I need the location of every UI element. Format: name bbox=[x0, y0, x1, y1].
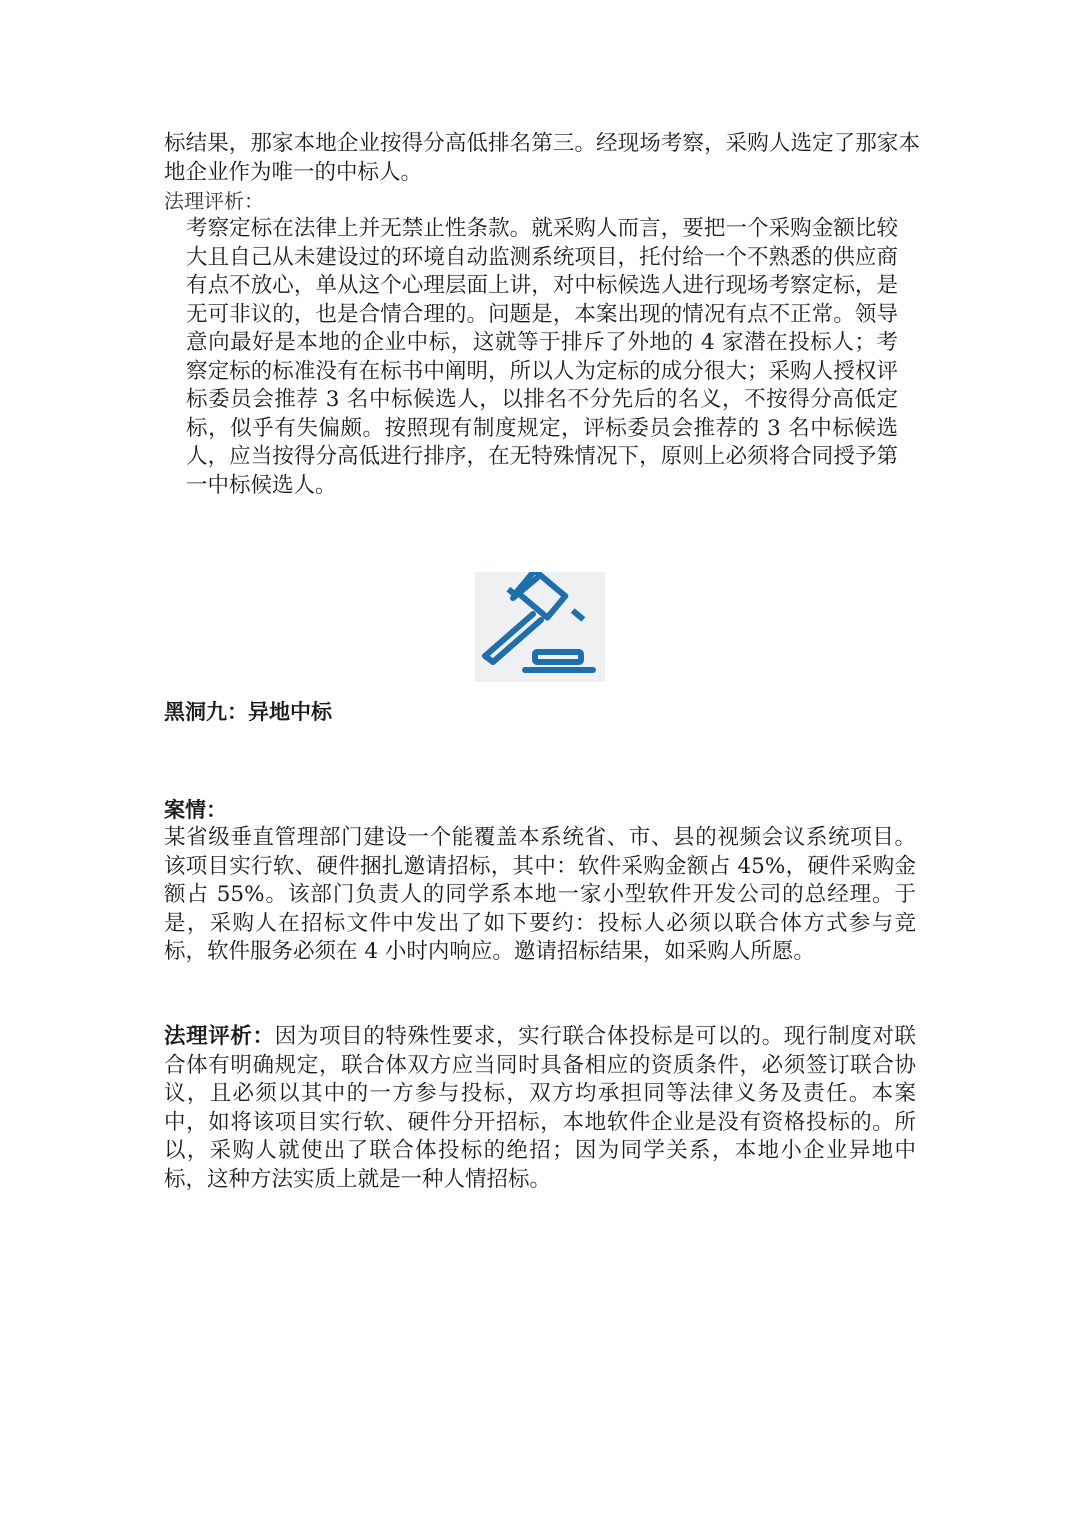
analysis-label-1: 法理评析： bbox=[164, 189, 264, 213]
analysis-paragraph-2 bbox=[164, 1023, 916, 1194]
gavel-icon-svg bbox=[475, 572, 605, 682]
analysis-body-1: 考察定标在法律上并无禁止性条款。就采购人而言，要把一个采购金额比较大且自己从未建设过的环境自动监测系统项目，托付给一个不熟悉的供应商有点不放心，单从这个心理层面上讲，对中标候选人进行现场考察定标，是无可非议的，也是合情合理的。问题是，本案出现的情况有点不正常。领导意向最好是本地的企业中标，这就等于排斥了外地的 4 家潜在投标人；考察定标的标准没有在标书中阐明，所以人为定标的成分很大；采购人授权评标委员会推荐 3 名中标候选人，以排名不分先后的名义，不按得分高低定标，似乎有失偏颇。按照现有制度规定，评标委员会推荐的 3 名中标候选人，应当按得分高低进行排序，在无特殊情况下，原则上必须将合同授予第一中标候选人。 bbox=[186, 216, 898, 498]
analysis-label-2: 法理评析： bbox=[164, 1024, 275, 1049]
intro-paragraph: 标结果，那家本地企业按得分高低排名第三。经现场考察，采购人选定了那家本地企业作为唯一的中标人。 bbox=[164, 131, 920, 185]
case-section bbox=[164, 796, 916, 967]
analysis-block-1 bbox=[186, 215, 898, 500]
section-heading: 黑洞九：异地中标 bbox=[164, 700, 332, 724]
gavel-icon bbox=[475, 572, 605, 682]
analysis-section-2 bbox=[164, 1023, 916, 1194]
case-body: 某省级垂直管理部门建设一个能覆盖本系统省、市、县的视频会议系统项目。该项目实行软、硬件捆扎邀请招标，其中：软件采购金额占 45%，硬件采购金额占 55%。该部门负责人的同学系本地一家小型软件开发公司的总经理。于是，采购人在招标文件中发出了如下要约：投标人必须以联合体方式参与竞标，软件服务必须在 4 小时内响应。邀请招标结果，如采购人所愿。 bbox=[164, 825, 916, 964]
analysis-body-2: 因为项目的特殊性要求，实行联合体投标是可以的。现行制度对联合体有明确规定，联合体双方应当同时具备相应的资质条件，必须签订联合协议，且必须以其中的一方参与投标，双方均承担同等法律义务及责任。本案中，如将该项目实行软、硬件分开招标，本地软件企业是没有资格投标的。所以，采购人就使出了联合体投标的绝招；因为同学关系，本地小企业异地中标，这种方法实质上就是一种人情招标。 bbox=[164, 1024, 916, 1192]
case-label: 案情： bbox=[164, 798, 227, 822]
page-top bbox=[164, 126, 920, 500]
